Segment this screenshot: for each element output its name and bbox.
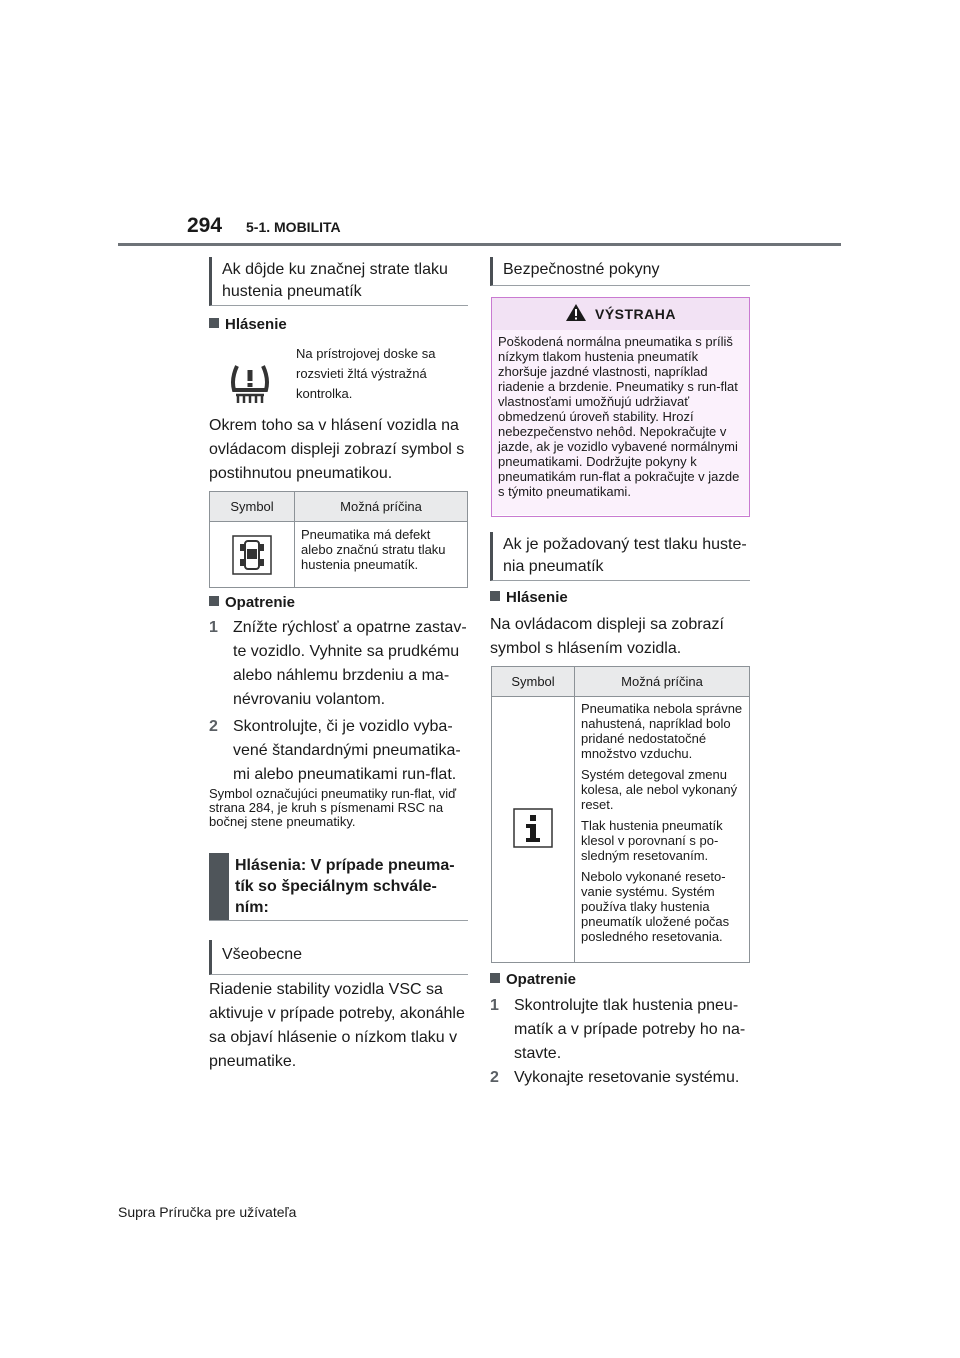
subheading-label: Hlásenie — [506, 589, 568, 606]
symbol-table-right — [491, 666, 750, 963]
step-text: Skontrolujte, či je vozidlo vybavené štandardnými pneumatikami alebo pneumatikami run-flat. — [233, 718, 461, 783]
warning-title: VÝSTRAHA — [594, 306, 676, 322]
table-header-cause: Možná príčina — [295, 492, 468, 522]
bullet-square-icon — [490, 973, 500, 983]
paragraph: Okrem toho sa v hlásení vozidla na ovládacom displeji zobrazí symbol s postihnutou pneumatikou. — [209, 417, 465, 482]
general-title-box — [209, 940, 468, 975]
cause-text: Pneumatika má defekt alebo značnú stratu tlaku hustenia pneumatík. — [301, 527, 446, 572]
section-title: Ak dôjde ku značnej strate tlaku hustenia pneumatík — [222, 261, 448, 300]
special-approval-box — [209, 853, 468, 921]
cause-text: Nebolo vykonané resetovanie systému. Systém používa tlaky hustenia pneumatík uložené počas posledného resetovania. — [581, 869, 730, 944]
step-number: 2 — [209, 718, 218, 735]
test-title: Ak je požadovaný test tlaku hustenia pneumatík — [503, 536, 747, 575]
run-flat-note: Symbol označujúci pneumatiky run-flat, viď strana 284, je kruh s písmenami RSC na bočnej stene pneumatiky. — [209, 786, 457, 829]
table-cell-cause — [295, 522, 468, 588]
general-title: Všeobecne — [222, 946, 303, 963]
subheading-hlasenie-right — [490, 589, 568, 606]
lamp-description: Na prístrojovej doske sa rozsvieti žltá výstražná kontrolka. — [296, 346, 436, 401]
safety-title-box — [490, 257, 750, 286]
step-1 — [490, 994, 752, 1066]
subheading-label: Hlásenie — [225, 316, 287, 333]
step-text: Vykonajte resetovanie systému. — [514, 1069, 740, 1086]
bullet-square-icon — [209, 596, 219, 606]
table-cell-symbol — [492, 697, 575, 963]
paragraph: Riadenie stability vozidla VSC sa aktivuje v prípade potreby, akonáhle sa objaví hlásenie o nízkom tlaku v pneumatike. — [209, 981, 465, 1070]
symbol-table — [209, 491, 468, 588]
flat-tire-car-icon — [232, 535, 272, 578]
paragraph: Na ovládacom displeji sa zobrazí symbol s hlásením vozidla. — [490, 616, 724, 657]
footer-text: Supra Príručka pre užívateľa — [118, 1204, 297, 1220]
safety-title: Bezpečnostné pokyny — [503, 261, 660, 278]
subheading-opatrenie-right — [490, 971, 576, 988]
warning-box — [491, 297, 750, 517]
step-number: 1 — [209, 619, 218, 636]
step-1 — [209, 616, 471, 712]
step-2 — [209, 715, 471, 787]
subheading-hlasenie — [209, 316, 287, 333]
warning-text: Poškodená normálna pneumatika s príliš nízkym tlakom hustenia pneumatík zhoršuje jazdné vlastnosti, napríklad riadenie a brzdenie. Pneumatiky s run-flat vlastnosťami umožňujú udržiavať obmedzenú úroveň stability. Hrozí nebezpečenstvo nehôd. Nepokračujte v jazde, ak je vozidlo vybavené normálnymi pneumatikami. Dodržujte pokyny k pneumatikám run-flat a pokračujte v jazde s týmito pneumatikami. — [498, 334, 740, 499]
header-rule — [118, 243, 841, 246]
page-number: 294 — [187, 214, 223, 237]
subheading-label: Opatrenie — [506, 971, 577, 988]
subheading-label: Opatrenie — [225, 594, 296, 611]
step-text: Skontrolujte tlak hustenia pneumatík a v prípade potreby ho nastavte. — [514, 997, 746, 1062]
step-number: 1 — [490, 997, 499, 1014]
table-header-symbol: Symbol — [210, 492, 295, 522]
step-number: 2 — [490, 1069, 499, 1086]
section-title-box — [209, 257, 468, 306]
bullet-square-icon — [209, 318, 219, 328]
table-cell-cause — [575, 697, 750, 963]
dark-side-bar — [209, 853, 229, 920]
warning-triangle-icon — [565, 303, 587, 325]
tpms-warning-icon — [228, 362, 272, 413]
step-text: Znížte rýchlosť a opatrne zastavte vozidlo. Vyhnite sa prudkému alebo náhlemu brzdeniu a manévrovaniu volantom. — [233, 619, 467, 708]
step-2 — [490, 1066, 752, 1090]
test-title-box — [490, 532, 750, 581]
warning-body — [492, 330, 749, 515]
subheading-opatrenie — [209, 594, 295, 611]
info-icon — [513, 808, 553, 851]
bullet-square-icon — [490, 591, 500, 601]
cause-text: Systém detegoval zmenu kolesa, ale nebol vykonaný reset. — [581, 767, 738, 812]
table-header-cause: Možná príčina — [575, 667, 750, 697]
warning-header — [492, 298, 749, 330]
cause-text: Tlak hustenia pneumatík klesol v porovnaní s posledným resetovaním. — [581, 818, 723, 863]
table-header-symbol: Symbol — [492, 667, 575, 697]
special-approval-title: Hlásenia: V prípade pneumatík so špeciálnym schválením: — [235, 857, 455, 916]
chapter-title: 5-1. MOBILITA — [246, 219, 341, 235]
table-cell-symbol — [210, 522, 295, 588]
cause-text: Pneumatika nebola správne nahustená, napríklad bolo pridané nedostatočné množstvo vzduchu. — [581, 701, 743, 761]
